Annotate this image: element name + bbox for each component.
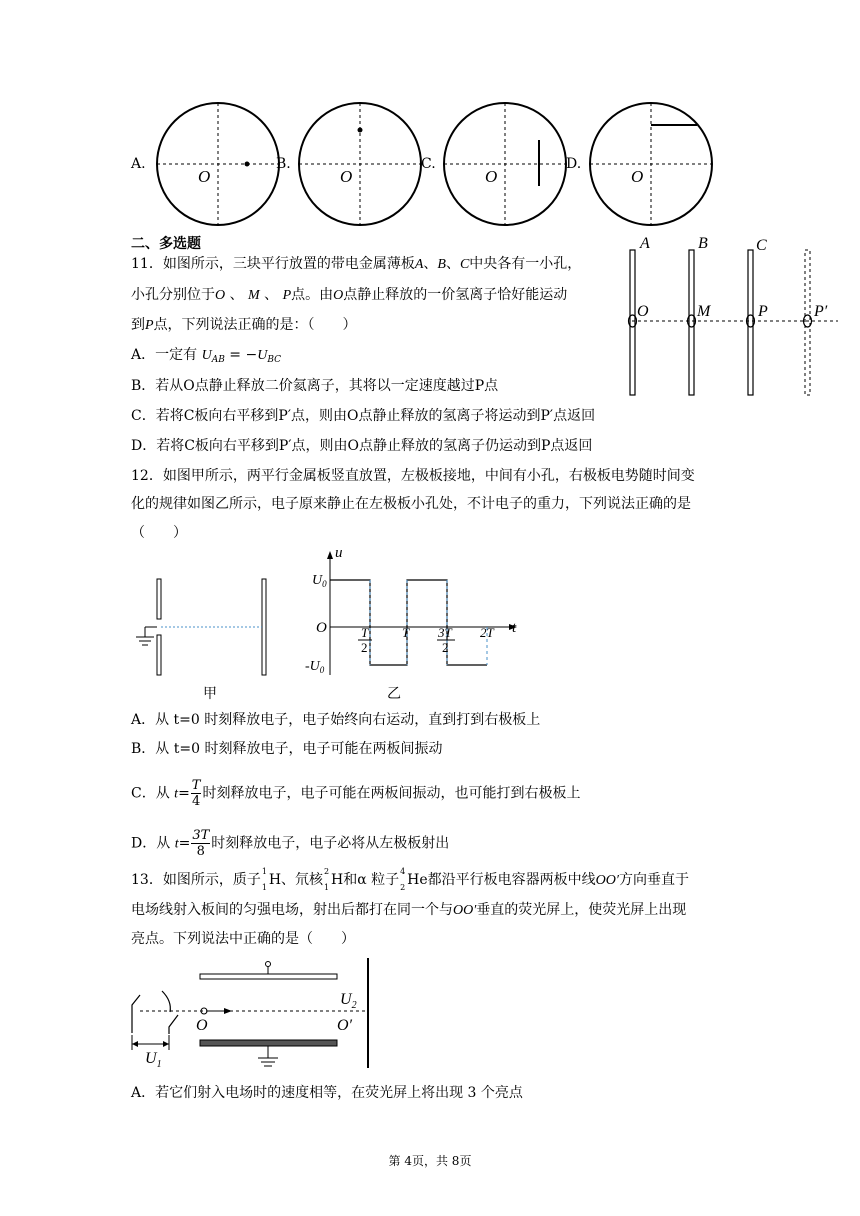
section-title: 二、多选题: [131, 236, 201, 252]
option-a-origin: O: [198, 167, 211, 186]
q11-option-d: D．若将C板向右平移到P′点，则由O点静止释放的氢离子仍运动到P点返回: [131, 438, 593, 454]
q13-option-a: A．若它们射入电场时的速度相等，在荧光屏上将出现 3 个亮点: [131, 1085, 523, 1101]
svg-text:3T: 3T: [438, 625, 452, 640]
q11-option-a: A．一定有 $U_{AB} = -U_{BC}$: [131, 347, 281, 365]
svg-text:U2: $U_2$: [340, 991, 357, 1011]
svg-text:U1: $U_1$: [145, 1050, 162, 1070]
q12-line2: 化的规律如图乙所示，电子原来静止在左极板小孔处，不计电子的重力，下列说法正确的是: [131, 496, 691, 512]
svg-text:A: A: [640, 235, 650, 252]
svg-text:M: M: [697, 303, 711, 320]
q12-axis-u: u: [335, 545, 343, 561]
svg-text:T: T: [402, 625, 410, 640]
option-a-label: A.: [131, 156, 146, 172]
svg-text:-U0: $-U_0$: [305, 659, 325, 675]
svg-text:O: O: [316, 620, 327, 636]
q13-line1: 13．如图所示，质子 1 1 H、氘核 2 1 H和α 粒子 4 2 He都沿平行板电容器两板中线OO′方向垂直于: [131, 867, 689, 892]
svg-text:P: P: [758, 303, 768, 320]
svg-text:2T: 2T: [480, 625, 494, 640]
option-c-label: C.: [421, 156, 436, 172]
q12-option-a: A．从 t=0 时刻释放电子，电子始终向右运动，直到打到右极板上: [131, 712, 541, 728]
q12-caption-jia: 甲: [203, 686, 217, 702]
svg-text:2: 2: [442, 640, 449, 655]
svg-text:P′: P′: [814, 303, 828, 320]
svg-text:O: O: [196, 1017, 208, 1034]
svg-text:2: 2: [361, 640, 368, 655]
option-c-origin: O: [485, 167, 498, 186]
option-b-origin: O: [340, 167, 353, 186]
q12-option-c: C．从 t= $\frac{T}{4}$ 时刻释放电子，电子可能在两板间振动，也可能打到右极板上: [131, 778, 581, 809]
svg-text:O: O: [637, 303, 649, 320]
q13-line3: 亮点。下列说法中正确的是（ ）: [131, 931, 355, 947]
q12-option-d: D．从 t= $\frac{3T}{8}$ 时刻释放电子，电子必将从左极板射出: [131, 828, 450, 859]
svg-text:B: B: [698, 235, 708, 252]
q11-line3: 到P点，下列说法正确的是：（ ）: [131, 317, 357, 333]
q12-caption-yi: 乙: [387, 686, 401, 702]
q13-line2: 电场线射入板间的匀强电场，射出后都打在同一个与OO′垂直的荧光屏上，使荧光屏上出现: [131, 902, 687, 918]
q11-option-b: B．若从O点静止释放二价氦离子，其将以一定速度越过P点: [131, 378, 499, 394]
q11-line2: 小孔分别位于O 、 M 、 P点。由O点静止释放的一价氢离子恰好能运动: [131, 287, 568, 303]
option-b-label: B.: [276, 156, 291, 172]
q12-option-b: B．从 t=0 时刻释放电子，电子可能在两板间振动: [131, 741, 443, 757]
q11-option-c: C．若将C板向右平移到P′点，则由O点静止释放的氢离子将运动到P′点返回: [131, 408, 596, 424]
svg-text:U0: $U_0$: [312, 573, 327, 589]
q12-line1: 12．如图甲所示，两平行金属板竖直放置，左极板接地，中间有小孔，右极板电势随时间变: [131, 468, 695, 484]
q12-axis-t: t: [512, 620, 517, 636]
option-d-label: D.: [566, 156, 582, 172]
svg-text:O′: O′: [337, 1017, 353, 1034]
q11-line1: 11．如图所示，三块平行放置的带电金属薄板A、B、C中央各有一小孔，: [131, 256, 582, 272]
page-footer: 第 4页，共 8页: [388, 1154, 472, 1168]
q12-line3: （ ）: [131, 525, 187, 541]
option-d-origin: O: [631, 167, 644, 186]
svg-text:C: C: [756, 237, 767, 254]
svg-text:T: T: [361, 625, 369, 640]
